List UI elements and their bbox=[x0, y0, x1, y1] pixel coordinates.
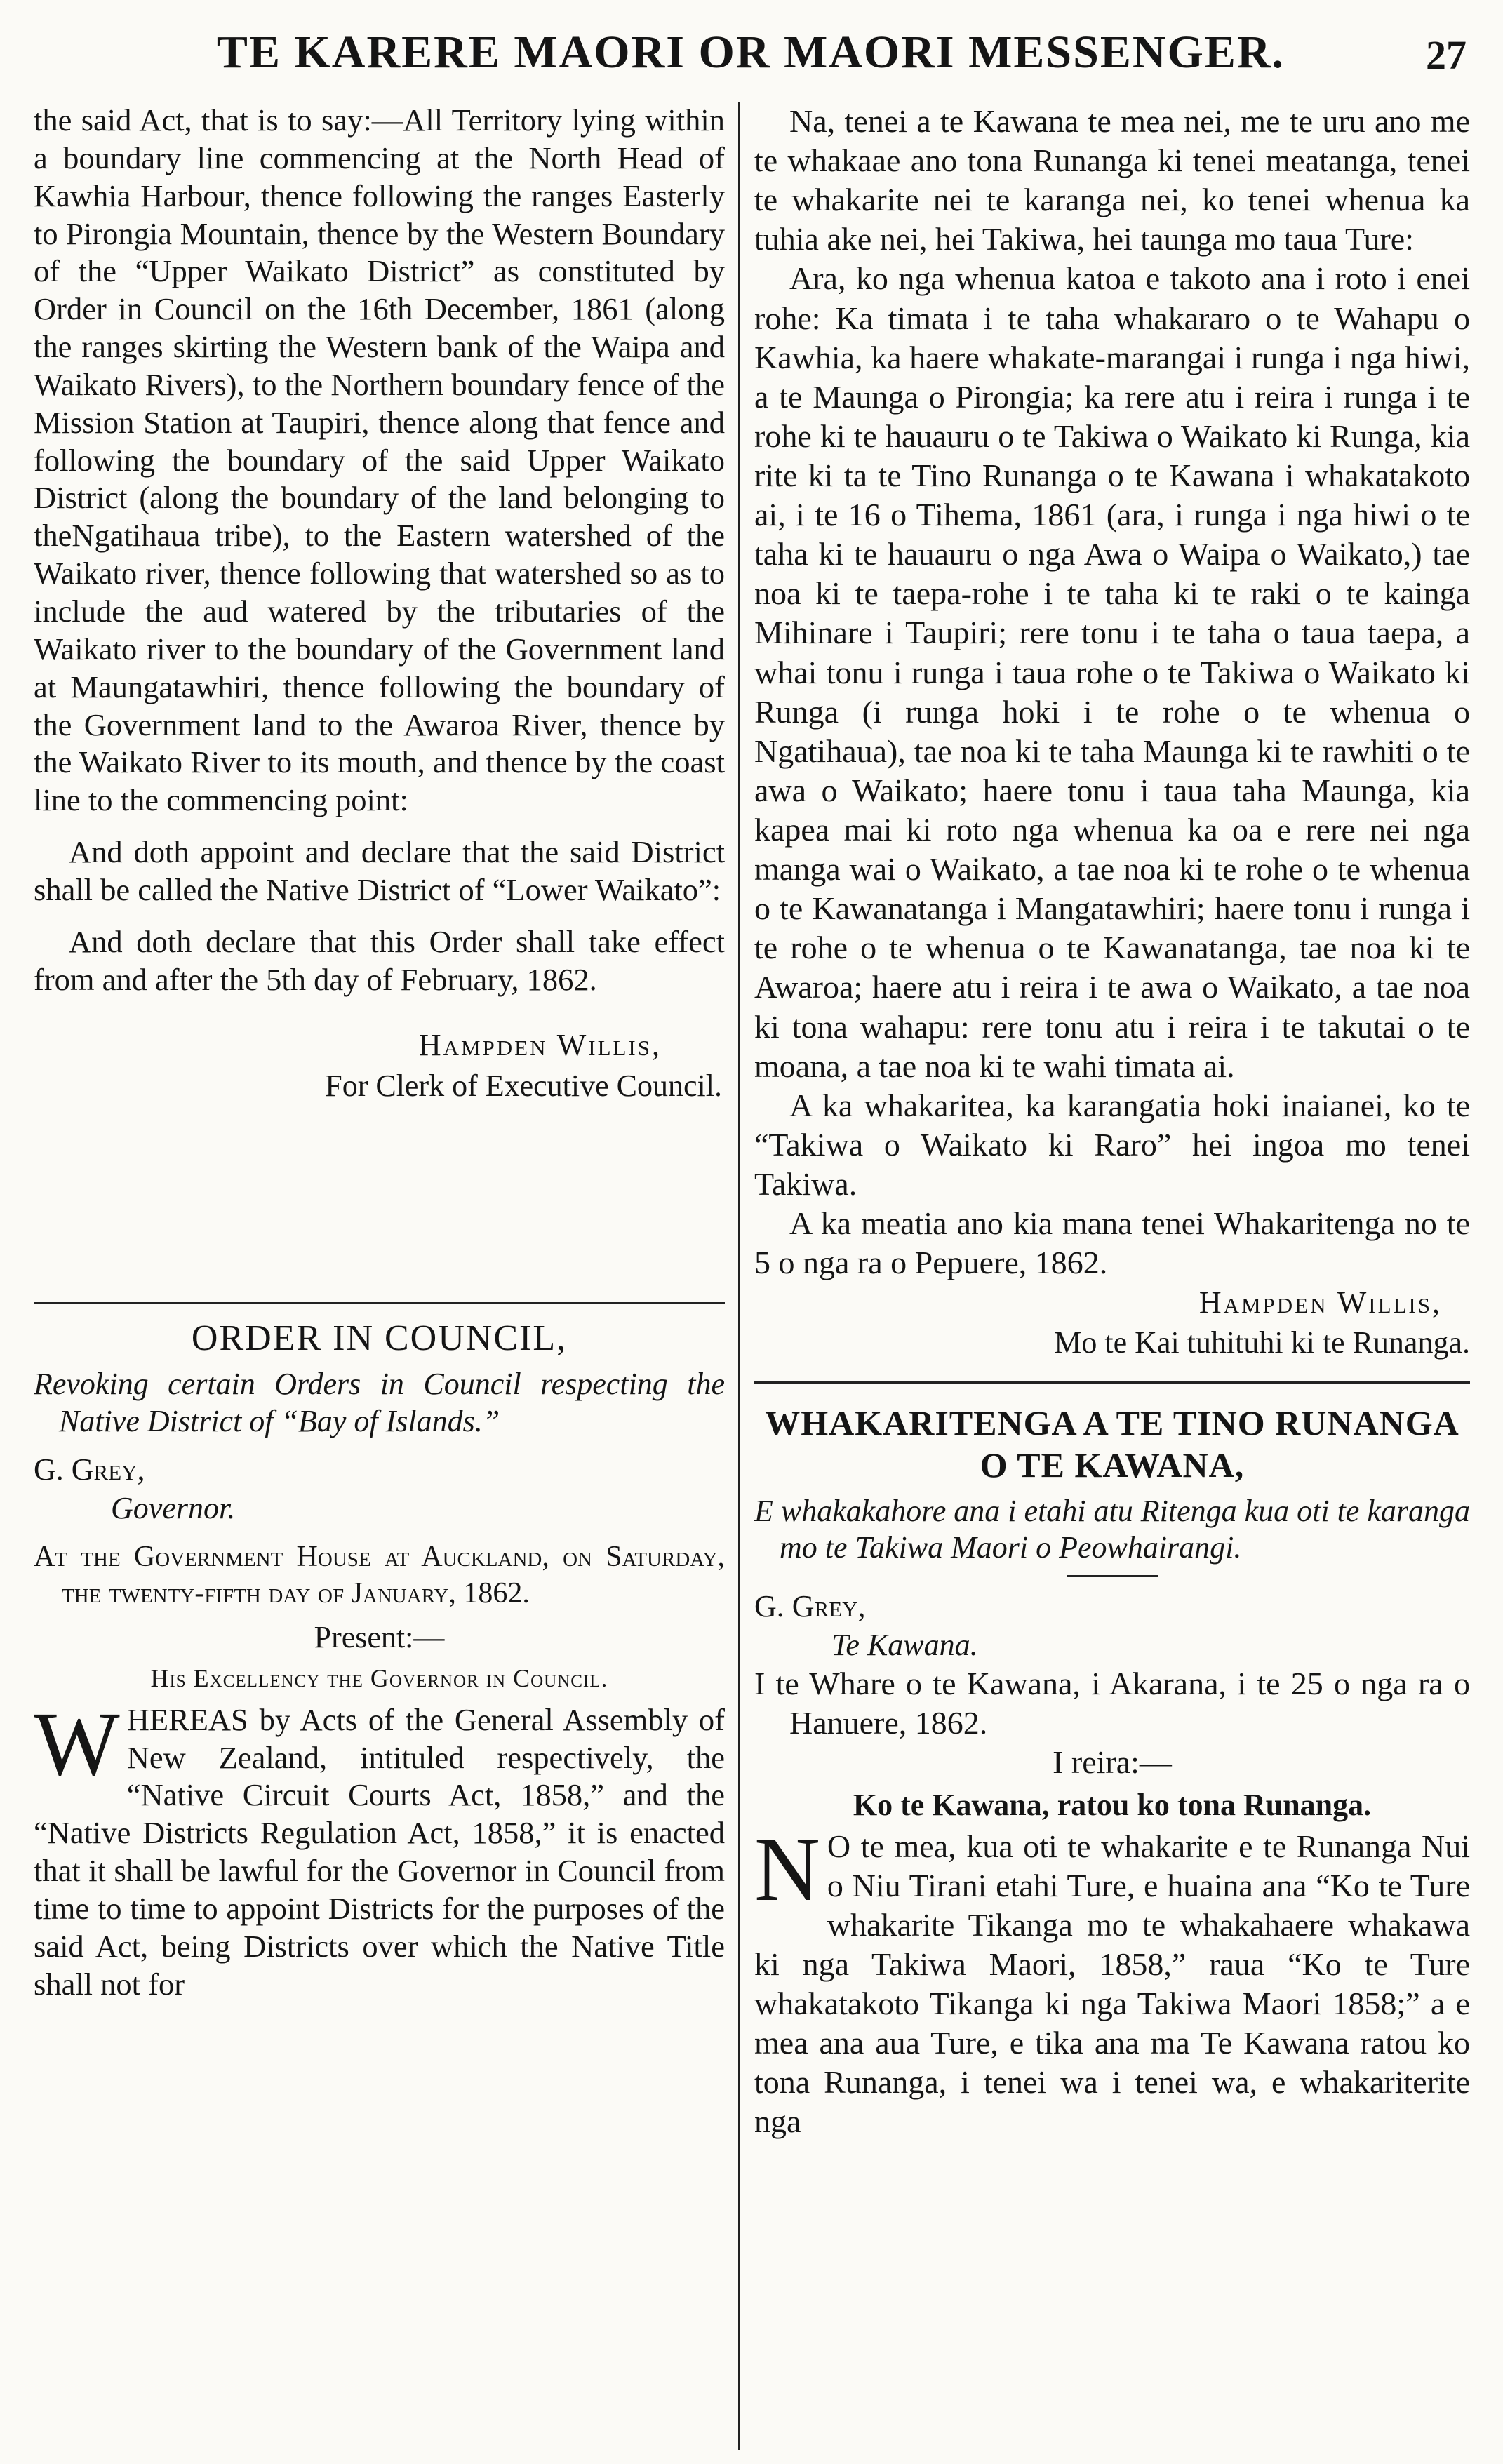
maori-signatory-name: Hampden Willis, bbox=[1198, 1285, 1442, 1320]
meeting-location: At the Government House at Auckland, on Saturday, the twenty-fifth day of January, 1862. bbox=[34, 1540, 725, 1610]
governor-name: G. Grey, bbox=[34, 1452, 145, 1487]
council-attendance: His Excellency the Governor in Council. bbox=[150, 1663, 608, 1692]
maori-dropcap-letter: N bbox=[754, 1819, 820, 1920]
maori-governor-name: G. Grey, bbox=[754, 1589, 866, 1624]
present-label: Present:— bbox=[314, 1619, 445, 1654]
page-header bbox=[35, 25, 1467, 88]
column-divider bbox=[738, 102, 740, 2450]
maori-boundary-description: Ara, ko nga whenua katoa e takoto ana i roto i enei rohe: Ka timata i te taha whakararo o te Wahapu o Kawhia, ka haere whakate-marangai i runga i nga hiwi, a te Maunga o Pirongia; ka rere atu i reira i runga i te rohe ki te hauauru o te Takiwa o Waikato ki Runga, kia rite ki ta te Tino Runanga o te Kawana i whakatakoto ai, i te 16 o Tihema, 1861 (ara, i runga i nga hiwi o te taha ki te hauauru o nga Awa o Waipa o Waikato,) tae noa ki te taepa-rohe i te taha ki te raki o te kainga Mihinare i Taupiri; rere tonu i te taha o taua taepa, a whai tonu i runga i taua rohe o te Takiwa o Waikato ki Runga (i runga hoki i te rohe o te whenua o Ngatihaua), tae noa ki te taha Maunga ki te rawhiti o te awa o Waikato; haere tonu i taua taha Maunga, kia kapea mai ki roto nga whenua ka oa e rere nei nga manga wai o Waikato, a tae noa ki te rohe o te whenua o te Kawanatanga i Mangatawhiri; haere tonu i runga i te rohe o te whenua o te Kawanatanga, tae noa ki te Awaroa; haere atu i reira i te awa o Waikato, a tae noa ki tona wahapu: rere tonu atu i reira i te takutai o te moana, a tae noa ki te wahi timata ai. bbox=[754, 260, 1470, 1084]
maori-present-label: I reira:— bbox=[1053, 1744, 1172, 1781]
maori-meeting-location: I te Whare o te Kawana, i Akarana, i te 25 o nga ra o Hanuere, 1862. bbox=[754, 1666, 1470, 1741]
boundary-description: the said Act, that is to say:—All Territory lying within a boundary line commencing at the North Head of Kawhia Harbour, thence following the ranges Easterly to Pirongia Mountain, thence by the Western Boundary of the “Upper Waikato District” as constituted by Order in Council on the 16th December, 1861 (along the ranges skirting the Western bank of the Waipa and Waikato Rivers), to the Northern boundary fence of the Mission Station at Taupiri, thence along that fence and following the boundary of the said Upper Waikato District (along the boundary of the land belonging to theNgatihaua tribe), to the Eastern watershed of the Waikato river, thence following that watershed so as to include the aud watered by the tributaries of the Waikato river to the boundary of the Government land at Maungatawhiri, thence following the boundary of the Government land to the Awaroa River, thence by the Waikato River to its mouth, and thence by the coast line to the commencing point: bbox=[34, 102, 725, 818]
whereas-paragraph: HEREAS by Acts of the General Assembly of New Zealand, intituled respectively, the “Native Circuit Courts Act, 1858,” and the “Native Districts Regulation Act, 1858,” it is enacted that it shall be lawful for the Governor in Council from time to time to appoint Districts for the purposes of the said Act, being Districts over which the Native Title shall not for bbox=[34, 1701, 725, 2002]
maori-order-subtitle: E whakakahore ana i etahi atu Ritenga kua oti te karanga mo te Takiwa Maori o Peowhairangi. bbox=[754, 1493, 1470, 1565]
maori-effective-date-paragraph: A ka meatia ano kia mana tenei Whakaritenga no te 5 o nga ra o Pepuere, 1862. bbox=[754, 1205, 1470, 1281]
english-column bbox=[34, 102, 725, 2450]
order-subtitle: Revoking certain Orders in Council respecting the Native District of “Bay of Islands.” bbox=[34, 1367, 725, 1438]
page-number: 27 bbox=[1426, 32, 1467, 78]
maori-governor-title: Te Kawana. bbox=[831, 1628, 978, 1663]
governor-title: Governor. bbox=[111, 1490, 236, 1525]
order-title: ORDER IN COUNCIL, bbox=[191, 1318, 568, 1358]
maori-signatory-role: Mo te Kai tuhituhi ki te Runanga. bbox=[1054, 1325, 1470, 1360]
maori-appointment-paragraph: A ka whakaritea, ka karangatia hoki inaianei, ko te “Takiwa o Waikato ki Raro” hei ingoa mo tenei Takiwa. bbox=[754, 1087, 1470, 1202]
effective-date-paragraph: And doth declare that this Order shall take effect from and after the 5th day of February, 1862. bbox=[34, 923, 725, 997]
maori-intro-paragraph: Na, tenei a te Kawana te mea nei, me te uru ano me te whakaae ano tona Runanga ki tenei meatanga, tenei te whakarite nei te karanga nei, ko tenei whenua ka tuhia ake nei, hei Takiwa, hei taunga mo taua Ture: bbox=[754, 103, 1470, 257]
masthead-title: TE KARERE MAORI OR MAORI MESSENGER. bbox=[216, 27, 1285, 78]
appointment-paragraph: And doth appoint and declare that the said District shall be called the Native District of “Lower Waikato”: bbox=[34, 834, 725, 907]
maori-order-title: WHAKARITENGA A TE TINO RUNANGA O TE KAWANA, bbox=[765, 1402, 1459, 1485]
signatory-name: Hampden Willis, bbox=[418, 1028, 662, 1063]
dropcap-letter: W bbox=[34, 1693, 120, 1795]
signatory-role: For Clerk of Executive Council. bbox=[325, 1068, 722, 1103]
maori-council-attendance: Ko te Kawana, ratou ko tona Runanga. bbox=[853, 1787, 1372, 1822]
short-divider bbox=[1067, 1575, 1158, 1577]
maori-column bbox=[754, 102, 1470, 2450]
maori-whereas-paragraph: O te mea, kua oti te whakarite e te Runanga Nui o Niu Tirani etahi Ture, e huaina ana “Ko te Ture whakarite Tikanga mo te whakahaere whakawa ki nga Takiwa Maori, 1858,” raua “Ko te Ture whakatakoto Tikanga ki nga Takiwa Maori 1858;” a e mea ana aua Ture, e tika ana ma Te Kawana ratou ko tona Runanga, i tenei wa i tenei wa, e whakariterite nga bbox=[754, 1828, 1470, 2140]
